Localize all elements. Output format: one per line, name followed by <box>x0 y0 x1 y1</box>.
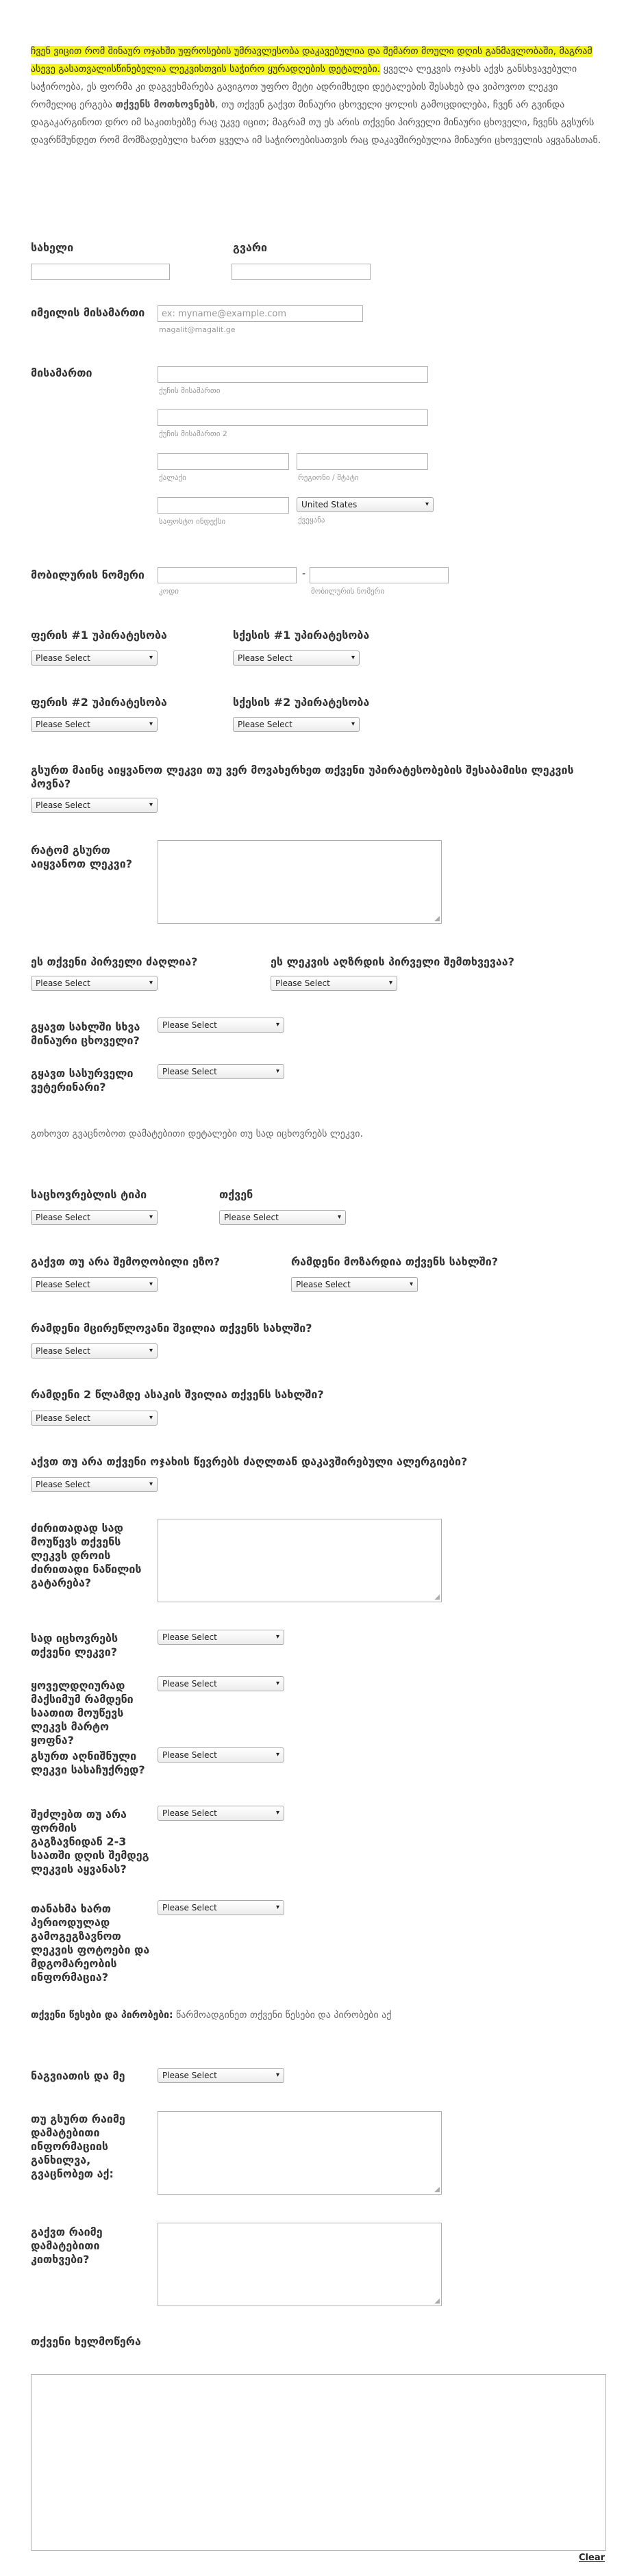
questions-question: გაქვთ რაიმე დამატებითი კითხვები? <box>31 2225 103 2266</box>
intro-text-b: , თუ თქვენ გაქვთ მინაური ცხოველი ყოლის გამოცდილება, ჩვენ არ გვინდა დაგაკარგინოთ დრო იმ საკითხებზე რაც უკვე იცით; მაგრამ თუ ეს არის თქვენი პირველი მინაური ცხოველი, ჩვენს გვსურს დავრწმუნდეთ რომ მომზადებული ხართ ყველა იმ საჭიროებისათვის რაც დაკავშირებულია მინაური ცხოველის აყვანასთან. <box>31 99 601 146</box>
daytime-textarea[interactable] <box>158 1519 442 1602</box>
pickup-select[interactable]: Please Select ▾ <box>158 1806 284 1821</box>
chevron-down-icon: ▾ <box>149 979 153 987</box>
photo-question: თანახმა ხართ პერიოდულად გამოგეგზავნოთ ლეკვის ფოტოები და მდგომარეობის ინფორმაცია? <box>31 1902 150 1984</box>
vet-select[interactable]: Please Select ▾ <box>158 1064 284 1079</box>
phone-label: მობილურის ნომერი <box>31 568 145 581</box>
chevron-down-icon: ▾ <box>149 1213 153 1221</box>
kids-question: რამდენი მცირეწლოვანი შვილია თქვენს სახლში? <box>31 1322 312 1335</box>
email-label: იმეილის მისამართი <box>31 306 145 319</box>
kids-under2-question: რამდენი 2 წლამდე ასაკის შვილია თქვენს სახლში? <box>31 1388 324 1401</box>
email-hint: magalit@magalit.ge <box>159 325 236 334</box>
email-input[interactable] <box>158 305 363 322</box>
resize-grip-icon: ◢ <box>434 2297 440 2305</box>
terms-text <box>31 2010 391 2021</box>
resize-grip-icon: ◢ <box>434 915 440 922</box>
accept-question: გსურთ მაინც აიყვანოთ ლეკვი თუ ვერ მოვახერხეთ თქვენი უპირატესობების შესაბამისი ლეკვის პოვნა? <box>31 763 574 790</box>
chevron-down-icon: ▾ <box>149 1414 153 1422</box>
street1-hint: ქუჩის მისამართი <box>159 386 221 395</box>
home-type-select[interactable]: Please Select ▾ <box>31 1210 158 1225</box>
living-note: გთხოვთ გვაცნობოთ დამატებითი დეტალები თუ სად იცხოვრებს ლეკვი. <box>31 1128 363 1139</box>
postal-input[interactable] <box>158 497 289 514</box>
city-input[interactable] <box>158 453 289 470</box>
country-hint: ქვეყანა <box>298 516 325 525</box>
chevron-down-icon: ▾ <box>409 1280 413 1288</box>
gender2-label: სქესის #2 უპირატესობა <box>233 696 370 709</box>
street2-input[interactable] <box>158 409 428 426</box>
phone-number-input[interactable] <box>310 567 449 583</box>
chevron-down-icon: ▾ <box>275 1751 279 1758</box>
chevron-down-icon: ▾ <box>351 654 355 661</box>
color2-label: ფერის #2 უპირატესობა <box>31 696 167 709</box>
alone-select[interactable]: Please Select ▾ <box>158 1676 284 1691</box>
agree-select[interactable]: Please Select ▾ <box>158 2068 284 2083</box>
intro-highlight: ჩვენ ვიცით რომ შინაურ ოჯახში უფროსების უმრავლესობა დაკავებულია და შემართ მოული დღის განმავლობაში, მაგრამ ასევე გასათვალისწინებელია ლეკვისთვის საჭირო ყურადღების დეტალები. <box>31 46 592 75</box>
extra-info-textarea[interactable] <box>158 2111 442 2195</box>
signature-label: თქვენი ხელმოწერა <box>31 2335 141 2348</box>
gender1-label: სქესის #1 უპირატესობა <box>233 629 370 642</box>
chevron-down-icon: ▾ <box>275 1021 279 1028</box>
you-label: თქვენ <box>219 1188 253 1201</box>
daytime-question: ძირითადად სად მოუწევს თქვენს ლეკვს დროის ძირითადი ნაწილის გატარება? <box>31 1521 142 1589</box>
intro-paragraph <box>31 42 603 149</box>
kids-under2-select[interactable]: Please Select ▾ <box>31 1411 158 1426</box>
chevron-down-icon: ▾ <box>149 801 153 809</box>
fence-select[interactable]: Please Select ▾ <box>31 1277 158 1292</box>
chevron-down-icon: ▾ <box>149 720 153 728</box>
allergy-question: აქვთ თუ არა თქვენი ოჯახის წევრებს ძაღლთან დაკავშირებული ალერგიები? <box>31 1455 468 1468</box>
chevron-down-icon: ▾ <box>275 1633 279 1641</box>
home-type-label: საცხოვრებლის ტიპი <box>31 1188 147 1201</box>
gift-question: გსურთ აღნიშნული ლეკვი სასაჩუქრედ? <box>31 1750 145 1776</box>
vet-question: გყავთ სასურველი ვეტერინარი? <box>31 1067 134 1094</box>
phone-dash: - <box>302 568 306 579</box>
chevron-down-icon: ▾ <box>351 720 355 728</box>
fence-question: გაქვთ თუ არა შემოღობილი ეზო? <box>31 1255 221 1268</box>
phone-number-hint: მობილურის ნომერი <box>311 587 385 596</box>
resize-grip-icon: ◢ <box>434 1593 440 1601</box>
agree-label: ნაგვიათის და მე <box>31 2069 125 2082</box>
first-name-input[interactable] <box>31 264 170 280</box>
region-hint: რეგიონი / შტატი <box>298 473 359 482</box>
postal-hint: საფოსტო ინდექსი <box>159 517 226 526</box>
color1-label: ფერის #1 უპირატესობა <box>31 629 167 642</box>
signature-pad[interactable] <box>31 2374 606 2551</box>
region-input[interactable] <box>297 453 428 470</box>
chevron-down-icon: ▾ <box>149 1280 153 1288</box>
extra-info-question: თუ გსურთ რაიმე დამატებითი ინფორმაციის განხილვა, გვაცნობეთ აქ: <box>31 2112 125 2180</box>
adults-question: რამდენი მოზარდია თქვენს სახლში? <box>291 1255 499 1268</box>
first-pup-select[interactable]: Please Select ▾ <box>271 976 397 991</box>
color1-select[interactable]: Please Select ▾ <box>31 651 158 666</box>
live-select[interactable]: Please Select ▾ <box>158 1630 284 1645</box>
gift-select[interactable]: Please Select ▾ <box>158 1747 284 1763</box>
last-name-input[interactable] <box>232 264 371 280</box>
gender1-select[interactable]: Please Select ▾ <box>233 651 360 666</box>
first-dog-question: ეს თქვენი პირველი ძაღლია? <box>31 955 198 968</box>
chevron-down-icon: ▾ <box>337 1213 341 1221</box>
other-pets-question: გყავთ სახლში სხვა მინაური ცხოველი? <box>31 1020 140 1047</box>
country-select[interactable]: United States ▾ <box>297 497 434 512</box>
clear-signature-link[interactable]: Clear <box>579 2553 605 2563</box>
area-code-input[interactable] <box>158 567 297 583</box>
area-code-hint: კოდი <box>159 587 179 596</box>
chevron-down-icon: ▾ <box>149 1480 153 1488</box>
alone-question: ყოველდღიურად მაქსიმუმ რამდენი საათით მოუწევს ლეკვს მარტო ყოფნა? <box>31 1679 134 1747</box>
chevron-down-icon: ▾ <box>275 1680 279 1687</box>
kids-select[interactable]: Please Select ▾ <box>31 1343 158 1359</box>
why-textarea[interactable] <box>158 840 442 924</box>
terms-title: თქვენი წესები და პირობები: <box>31 2010 173 2021</box>
last-name-label: გვარი <box>233 241 268 254</box>
street1-input[interactable] <box>158 366 428 383</box>
chevron-down-icon: ▾ <box>275 2071 279 2079</box>
why-question: რატომ გსურთ აიყვანოთ ლეკვი? <box>31 844 132 870</box>
intro-text-a: ყველა ლეკვის ოჯახს აქვს განსხვავებული საჭიროება, ეს ფორმა კი დაგვეხმარება გავიგოთ უფრო მეტი ადრიმხედი დეტალების შესახებ და ვიპოვოთ ლეკვი რომელიც ერგება <box>31 64 577 110</box>
accept-select[interactable]: Please Select ▾ <box>31 798 158 813</box>
allergy-select[interactable]: Please Select ▾ <box>31 1477 158 1492</box>
first-name-label: სახელი <box>31 241 74 254</box>
terms-body: წარმოადგინეთ თქვენი წესები და პირობები აქ <box>173 2010 392 2021</box>
chevron-down-icon: ▾ <box>149 1347 153 1354</box>
intro-bold: თქვენს მოთხოვნებს <box>115 99 216 110</box>
photo-select[interactable]: Please Select ▾ <box>158 1900 284 1915</box>
street2-hint: ქუჩის მისამართი 2 <box>159 429 227 438</box>
gender2-select[interactable]: Please Select ▾ <box>233 717 360 732</box>
color2-select[interactable]: Please Select ▾ <box>31 717 158 732</box>
questions-textarea[interactable] <box>158 2223 442 2306</box>
chevron-down-icon: ▾ <box>275 1068 279 1075</box>
chevron-down-icon: ▾ <box>388 979 392 987</box>
adults-select[interactable]: Please Select ▾ <box>291 1277 418 1292</box>
chevron-down-icon: ▾ <box>275 1904 279 1911</box>
other-pets-select[interactable]: Please Select ▾ <box>158 1018 284 1033</box>
chevron-down-icon: ▾ <box>149 654 153 661</box>
you-select[interactable]: Please Select ▾ <box>219 1210 346 1225</box>
address-label: მისამართი <box>31 366 92 379</box>
pickup-question: შეძლებთ თუ არა ფორმის გაგზავნიდან 2-3 საათში დღის შემდეგ ლეკვის აყვანას? <box>31 1808 149 1876</box>
city-hint: ქალაქი <box>159 473 186 482</box>
first-pup-question: ეს ლეკვის აღზრდის პირველი შემთხვევაა? <box>271 955 514 968</box>
live-question: სად იცხოვრებს თქვენი ლეკვი? <box>31 1632 118 1658</box>
chevron-down-icon: ▾ <box>275 1809 279 1817</box>
resize-grip-icon: ◢ <box>434 2186 440 2193</box>
chevron-down-icon: ▾ <box>425 501 429 508</box>
first-dog-select[interactable]: Please Select ▾ <box>31 976 158 991</box>
